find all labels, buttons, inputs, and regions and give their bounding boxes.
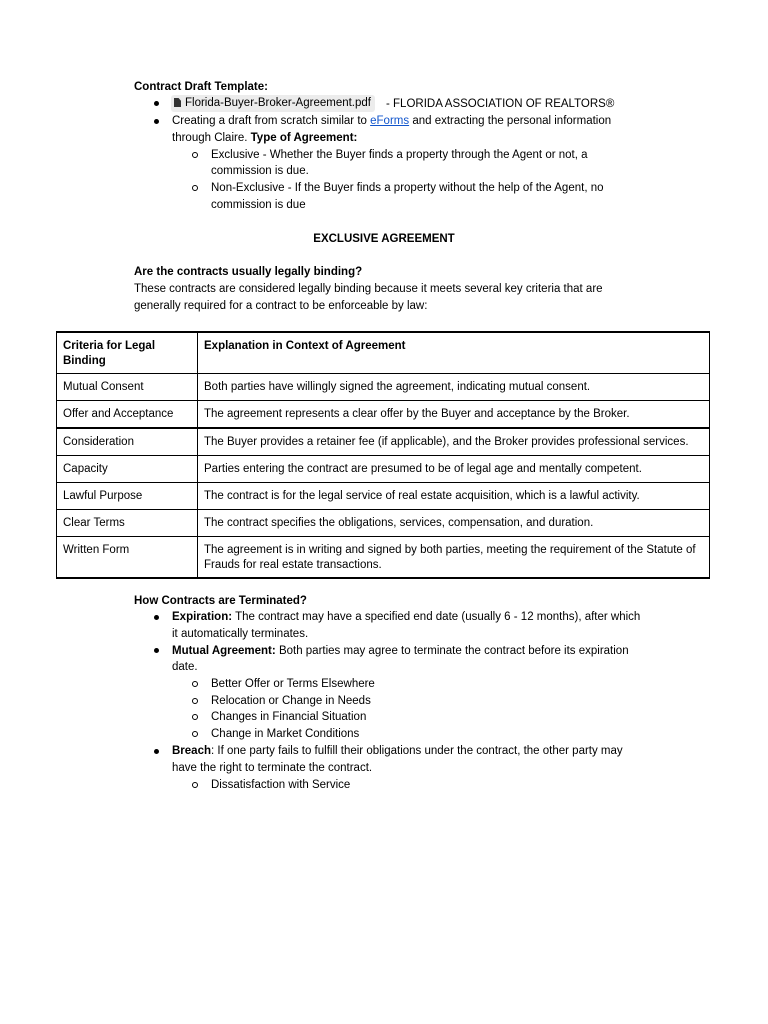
exclusive-agreement-title: EXCLUSIVE AGREEMENT	[313, 233, 455, 245]
criteria-cell: Capacity	[57, 456, 198, 483]
table-row	[57, 401, 710, 429]
sub-bullet-icon	[192, 185, 198, 191]
criteria-cell: Offer and Acceptance	[57, 401, 198, 429]
mutual-reason: Better Offer or Terms Elsewhere	[211, 678, 375, 690]
criteria-cell: Consideration	[57, 428, 198, 456]
file-chip-suffix: - FLORIDA ASSOCIATION OF REALTORS®	[386, 98, 615, 110]
breach-line2: have the right to terminate the contract.	[172, 762, 373, 774]
criteria-table	[56, 331, 710, 579]
type-exclusive-line1: Exclusive - Whether the Buyer finds a property through the Agent or not, a	[211, 149, 588, 161]
expiration-line2: it automatically terminates.	[172, 628, 309, 640]
explanation-cell: The agreement represents a clear offer by the Buyer and acceptance by the Broker.	[198, 401, 710, 429]
termination-heading: How Contracts are Terminated?	[134, 595, 307, 607]
breach-label: Breach	[172, 745, 211, 757]
criteria-cell: Written Form	[57, 537, 198, 579]
criteria-cell: Mutual Consent	[57, 374, 198, 401]
mutual-line2: date.	[172, 661, 198, 673]
expiration-line1	[172, 609, 640, 626]
explanation-cell: The agreement is in writing and signed by both parties, meeting the requirement of the Statute of Frauds for real estate transactions.	[198, 537, 710, 579]
table-header-row	[57, 332, 710, 374]
explanation-cell: The Buyer provides a retainer fee (if applicable), and the Broker provides professional services.	[198, 428, 710, 456]
file-icon	[174, 98, 181, 107]
breach-text: : If one party fails to fulfill their obligations under the contract, the other party may	[211, 745, 623, 757]
table-header-cell: Criteria for Legal Binding	[57, 332, 198, 374]
explanation-cell: The contract specifies the obligations, services, compensation, and duration.	[198, 510, 710, 537]
mutual-reason: Changes in Financial Situation	[211, 711, 367, 723]
bullet-icon	[154, 119, 159, 124]
bullet-icon	[154, 749, 159, 754]
type-exclusive-line2: commission is due.	[211, 165, 309, 177]
breach-line1	[172, 743, 623, 760]
sub-bullet-icon	[192, 698, 198, 704]
sub-bullet-icon	[192, 714, 198, 720]
type-nonexclusive-line1: Non-Exclusive - If the Buyer finds a property without the help of the Agent, no	[211, 182, 604, 194]
mutual-reason: Change in Market Conditions	[211, 728, 360, 740]
table-row	[57, 510, 710, 537]
draft-text-pre: Creating a draft from scratch similar to	[172, 115, 367, 127]
table-row	[57, 456, 710, 483]
binding-text-line1: These contracts are considered legally binding because it meets several key criteria that are	[134, 283, 603, 295]
expiration-text: The contract may have a specified end date (usually 6 - 12 months), after which	[235, 611, 641, 623]
draft-text-post: and extracting the personal information	[412, 115, 612, 127]
draft-line-1	[172, 113, 611, 130]
draft-line2-text: through Claire.	[172, 132, 248, 144]
expiration-label: Expiration:	[172, 611, 233, 623]
explanation-cell: Both parties have willingly signed the agreement, indicating mutual consent.	[198, 374, 710, 401]
type-nonexclusive-line2: commission is due	[211, 199, 306, 211]
mutual-text: Both parties may agree to terminate the contract before its expiration	[278, 645, 629, 657]
table-row	[57, 537, 710, 579]
sub-bullet-icon	[192, 782, 198, 788]
draft-line-2	[172, 130, 357, 147]
breach-reason: Dissatisfaction with Service	[211, 779, 351, 791]
binding-question: Are the contracts usually legally binding?	[134, 266, 363, 278]
table-header-cell: Explanation in Context of Agreement	[198, 332, 710, 374]
eforms-link[interactable]: eForms	[370, 115, 410, 127]
sub-bullet-icon	[192, 681, 198, 687]
template-heading: Contract Draft Template:	[134, 81, 268, 93]
table-row	[57, 483, 710, 510]
criteria-cell: Lawful Purpose	[57, 483, 198, 510]
file-chip-label[interactable]: Florida-Buyer-Broker-Agreement.pdf	[185, 97, 371, 109]
explanation-cell: Parties entering the contract are presumed to be of legal age and mentally competent.	[198, 456, 710, 483]
table-row	[57, 428, 710, 456]
binding-text-line2: generally required for a contract to be enforceable by law:	[134, 300, 428, 312]
bullet-icon	[154, 648, 159, 653]
type-of-agreement-label: Type of Agreement:	[250, 132, 358, 144]
table-row	[57, 374, 710, 401]
file-chip[interactable]	[171, 95, 375, 112]
mutual-reason: Relocation or Change in Needs	[211, 695, 371, 707]
criteria-cell: Clear Terms	[57, 510, 198, 537]
sub-bullet-icon	[192, 152, 198, 158]
mutual-label: Mutual Agreement:	[172, 645, 276, 657]
bullet-icon	[154, 101, 159, 106]
sub-bullet-icon	[192, 731, 198, 737]
mutual-line1	[172, 643, 629, 660]
bullet-icon	[154, 615, 159, 620]
explanation-cell: The contract is for the legal service of real estate acquisition, which is a lawful activity.	[198, 483, 710, 510]
